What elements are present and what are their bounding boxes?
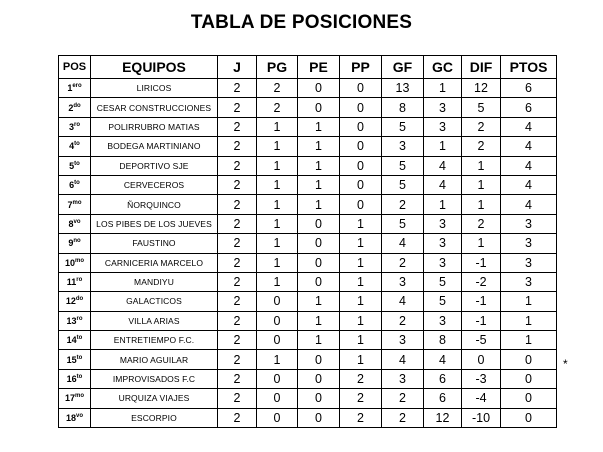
dif-cell: 2: [462, 137, 501, 156]
position-cell: [59, 331, 91, 350]
table-row: [59, 117, 557, 136]
pp-cell: 1: [340, 350, 382, 369]
gc-cell: 1: [424, 79, 462, 98]
gf-cell: 3: [382, 272, 424, 291]
j-cell: 2: [218, 272, 257, 291]
position-cell: [59, 253, 91, 272]
table-row: [59, 292, 557, 311]
gf-cell: 3: [382, 331, 424, 350]
gf-cell: 5: [382, 214, 424, 233]
pts-cell: 3: [501, 253, 557, 272]
gc-cell: 1: [424, 195, 462, 214]
pp-cell: 1: [340, 292, 382, 311]
table-row: [59, 234, 557, 253]
gf-cell: 5: [382, 156, 424, 175]
j-cell: 2: [218, 408, 257, 427]
position-number: 8: [68, 218, 74, 229]
pg-cell: 0: [257, 292, 298, 311]
pg-cell: 1: [257, 350, 298, 369]
pg-cell: 1: [257, 137, 298, 156]
position-number: 9: [68, 238, 74, 249]
header-gc: GC: [424, 56, 462, 79]
pg-cell: 1: [257, 272, 298, 291]
j-cell: 2: [218, 195, 257, 214]
team-name-cell: FAUSTINO: [91, 234, 218, 253]
dif-cell: 2: [462, 214, 501, 233]
pts-cell: 0: [501, 369, 557, 388]
position-suffix: to: [74, 180, 80, 187]
j-cell: 2: [218, 311, 257, 330]
j-cell: 2: [218, 137, 257, 156]
pe-cell: 0: [298, 369, 340, 388]
dif-cell: 12: [462, 79, 501, 98]
gf-cell: 2: [382, 408, 424, 427]
position-number: 14: [66, 335, 77, 346]
position-number: 5: [69, 160, 75, 171]
dif-cell: 1: [462, 175, 501, 194]
pg-cell: 0: [257, 389, 298, 408]
pe-cell: 1: [298, 156, 340, 175]
position-suffix: do: [75, 296, 84, 303]
dif-cell: 1: [462, 234, 501, 253]
position-cell: [59, 311, 91, 330]
pts-cell: 1: [501, 292, 557, 311]
pp-cell: 0: [340, 117, 382, 136]
pts-cell: 1: [501, 331, 557, 350]
dif-cell: -3: [462, 369, 501, 388]
position-cell: [59, 350, 91, 369]
position-number: 10: [64, 257, 75, 268]
pts-cell: 1: [501, 311, 557, 330]
pp-cell: 2: [340, 369, 382, 388]
pe-cell: 1: [298, 292, 340, 311]
pe-cell: 1: [298, 137, 340, 156]
position-number: 16: [66, 374, 77, 385]
dif-cell: -2: [462, 272, 501, 291]
gf-cell: 3: [382, 369, 424, 388]
pts-cell: 6: [501, 79, 557, 98]
dif-cell: 5: [462, 98, 501, 117]
pts-cell: 4: [501, 156, 557, 175]
pe-cell: 0: [298, 253, 340, 272]
pp-cell: 1: [340, 272, 382, 291]
position-suffix: mo: [75, 257, 84, 264]
table-row: [59, 311, 557, 330]
team-name-cell: DEPORTIVO SJE: [91, 156, 218, 175]
header-ptos: PTOS: [501, 56, 557, 79]
team-name-cell: MANDIYU: [91, 272, 218, 291]
pg-cell: 0: [257, 331, 298, 350]
team-name-cell: POLIRRUBRO MATIAS: [91, 117, 218, 136]
gc-cell: 4: [424, 156, 462, 175]
pe-cell: 0: [298, 389, 340, 408]
gf-cell: 8: [382, 98, 424, 117]
position-number: 3: [68, 121, 74, 132]
team-name-cell: MARIO AGUILAR: [91, 350, 218, 369]
position-cell: [59, 272, 91, 291]
team-name-cell: LOS PIBES DE LOS JUEVES: [91, 214, 218, 233]
j-cell: 2: [218, 79, 257, 98]
dif-cell: 1: [462, 195, 501, 214]
gf-cell: 2: [382, 389, 424, 408]
pts-cell: 6: [501, 98, 557, 117]
dif-cell: -1: [462, 311, 501, 330]
header-j: J: [218, 56, 257, 79]
position-suffix: mo: [72, 199, 82, 206]
position-cell: [59, 137, 91, 156]
team-name-cell: ESCORPIO: [91, 408, 218, 427]
gc-cell: 8: [424, 331, 462, 350]
header-dif: DIF: [462, 56, 501, 79]
gf-cell: 2: [382, 311, 424, 330]
j-cell: 2: [218, 331, 257, 350]
gc-cell: 3: [424, 311, 462, 330]
j-cell: 2: [218, 350, 257, 369]
dif-cell: -1: [462, 253, 501, 272]
position-number: 2: [68, 102, 74, 113]
table-row: [59, 98, 557, 117]
pp-cell: 1: [340, 234, 382, 253]
j-cell: 2: [218, 98, 257, 117]
pts-cell: 3: [501, 272, 557, 291]
position-suffix: no: [73, 238, 81, 245]
table-row: [59, 331, 557, 350]
position-suffix: to: [74, 160, 80, 167]
position-suffix: ero: [72, 83, 82, 90]
pg-cell: 1: [257, 195, 298, 214]
position-cell: [59, 156, 91, 175]
gf-cell: 5: [382, 175, 424, 194]
pg-cell: 0: [257, 408, 298, 427]
table-row: [59, 195, 557, 214]
gc-cell: 3: [424, 253, 462, 272]
note-mark: *: [563, 357, 568, 371]
gc-cell: 5: [424, 272, 462, 291]
gc-cell: 3: [424, 234, 462, 253]
pp-cell: 0: [340, 156, 382, 175]
pts-cell: 4: [501, 195, 557, 214]
pe-cell: 0: [298, 214, 340, 233]
pts-cell: 4: [501, 117, 557, 136]
header-pos: POS: [59, 56, 91, 79]
pe-cell: 1: [298, 195, 340, 214]
gc-cell: 3: [424, 214, 462, 233]
pe-cell: 1: [298, 175, 340, 194]
pe-cell: 0: [298, 98, 340, 117]
position-suffix: ro: [76, 277, 83, 284]
gf-cell: 4: [382, 292, 424, 311]
position-suffix: to: [76, 354, 83, 361]
pts-cell: 4: [501, 137, 557, 156]
pe-cell: 0: [298, 272, 340, 291]
table-row: [59, 389, 557, 408]
table-row: [59, 408, 557, 427]
header-equipos: EQUIPOS: [91, 56, 218, 79]
table-row: [59, 79, 557, 98]
position-number: 1: [67, 83, 73, 94]
dif-cell: -5: [462, 331, 501, 350]
dif-cell: 2: [462, 117, 501, 136]
team-name-cell: VILLA ARIAS: [91, 311, 218, 330]
pg-cell: 1: [257, 253, 298, 272]
header-pp: PP: [340, 56, 382, 79]
gc-cell: 5: [424, 292, 462, 311]
position-suffix: ro: [76, 315, 83, 322]
standings-body: [59, 79, 557, 428]
pe-cell: 0: [298, 408, 340, 427]
team-name-cell: GALACTICOS: [91, 292, 218, 311]
position-suffix: ro: [74, 121, 80, 128]
team-name-cell: CESAR CONSTRUCCIONES: [91, 98, 218, 117]
pg-cell: 1: [257, 117, 298, 136]
gc-cell: 4: [424, 350, 462, 369]
table-row: [59, 175, 557, 194]
pe-cell: 0: [298, 350, 340, 369]
j-cell: 2: [218, 253, 257, 272]
team-name-cell: CARNICERIA MARCELO: [91, 253, 218, 272]
dif-cell: -10: [462, 408, 501, 427]
table-row: [59, 369, 557, 388]
team-name-cell: ÑORQUINCO: [91, 195, 218, 214]
gc-cell: 6: [424, 369, 462, 388]
pp-cell: 1: [340, 253, 382, 272]
pp-cell: 0: [340, 79, 382, 98]
position-cell: [59, 292, 91, 311]
pe-cell: 0: [298, 79, 340, 98]
position-cell: [59, 408, 91, 427]
header-gf: GF: [382, 56, 424, 79]
position-number: 13: [66, 315, 77, 326]
table-row: [59, 253, 557, 272]
pts-cell: 0: [501, 350, 557, 369]
gf-cell: 2: [382, 195, 424, 214]
position-number: 6: [69, 180, 75, 191]
j-cell: 2: [218, 117, 257, 136]
j-cell: 2: [218, 369, 257, 388]
table-row: [59, 214, 557, 233]
position-suffix: vo: [73, 218, 81, 225]
j-cell: 2: [218, 156, 257, 175]
pp-cell: 0: [340, 98, 382, 117]
gc-cell: 12: [424, 408, 462, 427]
dif-cell: -1: [462, 292, 501, 311]
team-name-cell: ENTRETIEMPO F.C.: [91, 331, 218, 350]
pp-cell: 1: [340, 214, 382, 233]
pts-cell: 0: [501, 408, 557, 427]
team-name-cell: BODEGA MARTINIANO: [91, 137, 218, 156]
gc-cell: 4: [424, 175, 462, 194]
pts-cell: 4: [501, 175, 557, 194]
gf-cell: 13: [382, 79, 424, 98]
pe-cell: 1: [298, 117, 340, 136]
j-cell: 2: [218, 292, 257, 311]
position-cell: [59, 389, 91, 408]
pg-cell: 0: [257, 369, 298, 388]
gc-cell: 6: [424, 389, 462, 408]
position-number: 7: [67, 199, 73, 210]
page-title: TABLA DE POSICIONES: [190, 12, 413, 33]
header-pg: PG: [257, 56, 298, 79]
header-row: [59, 56, 557, 79]
position-suffix: to: [76, 374, 83, 381]
pts-cell: 3: [501, 234, 557, 253]
j-cell: 2: [218, 214, 257, 233]
team-name-cell: LIRICOS: [91, 79, 218, 98]
gc-cell: 1: [424, 137, 462, 156]
table-row: [59, 156, 557, 175]
pp-cell: 1: [340, 331, 382, 350]
table-row: [59, 350, 557, 369]
gf-cell: 4: [382, 350, 424, 369]
position-cell: [59, 175, 91, 194]
gf-cell: 3: [382, 137, 424, 156]
position-number: 18: [65, 412, 76, 423]
table-row: [59, 137, 557, 156]
pg-cell: 2: [257, 98, 298, 117]
j-cell: 2: [218, 389, 257, 408]
j-cell: 2: [218, 234, 257, 253]
gf-cell: 4: [382, 234, 424, 253]
pts-cell: 3: [501, 214, 557, 233]
position-number: 4: [69, 141, 75, 152]
position-number: 11: [66, 277, 77, 288]
table-row: [59, 272, 557, 291]
pp-cell: 0: [340, 195, 382, 214]
gf-cell: 5: [382, 117, 424, 136]
pe-cell: 1: [298, 311, 340, 330]
standings-table: [58, 55, 557, 428]
position-number: 17: [64, 393, 75, 404]
position-number: 15: [66, 354, 77, 365]
position-cell: [59, 79, 91, 98]
pg-cell: 0: [257, 311, 298, 330]
team-name-cell: IMPROVISADOS F.C: [91, 369, 218, 388]
position-suffix: mo: [75, 393, 84, 400]
gc-cell: 3: [424, 98, 462, 117]
pe-cell: 1: [298, 331, 340, 350]
pg-cell: 1: [257, 214, 298, 233]
position-suffix: to: [74, 141, 80, 148]
position-cell: [59, 234, 91, 253]
position-cell: [59, 369, 91, 388]
dif-cell: 1: [462, 156, 501, 175]
pp-cell: 0: [340, 175, 382, 194]
position-cell: [59, 214, 91, 233]
pg-cell: 1: [257, 156, 298, 175]
position-suffix: vo: [76, 412, 84, 419]
gf-cell: 2: [382, 253, 424, 272]
pg-cell: 1: [257, 175, 298, 194]
position-suffix: do: [73, 102, 81, 109]
dif-cell: 0: [462, 350, 501, 369]
position-suffix: to: [76, 335, 83, 342]
position-cell: [59, 98, 91, 117]
team-name-cell: URQUIZA VIAJES: [91, 389, 218, 408]
pg-cell: 1: [257, 234, 298, 253]
dif-cell: -4: [462, 389, 501, 408]
pe-cell: 0: [298, 234, 340, 253]
position-cell: [59, 195, 91, 214]
position-cell: [59, 117, 91, 136]
position-number: 12: [65, 296, 76, 307]
pp-cell: 1: [340, 311, 382, 330]
pp-cell: 2: [340, 389, 382, 408]
pg-cell: 2: [257, 79, 298, 98]
team-name-cell: CERVECEROS: [91, 175, 218, 194]
gc-cell: 3: [424, 117, 462, 136]
pp-cell: 0: [340, 137, 382, 156]
pp-cell: 2: [340, 408, 382, 427]
j-cell: 2: [218, 175, 257, 194]
header-pe: PE: [298, 56, 340, 79]
pts-cell: 0: [501, 389, 557, 408]
